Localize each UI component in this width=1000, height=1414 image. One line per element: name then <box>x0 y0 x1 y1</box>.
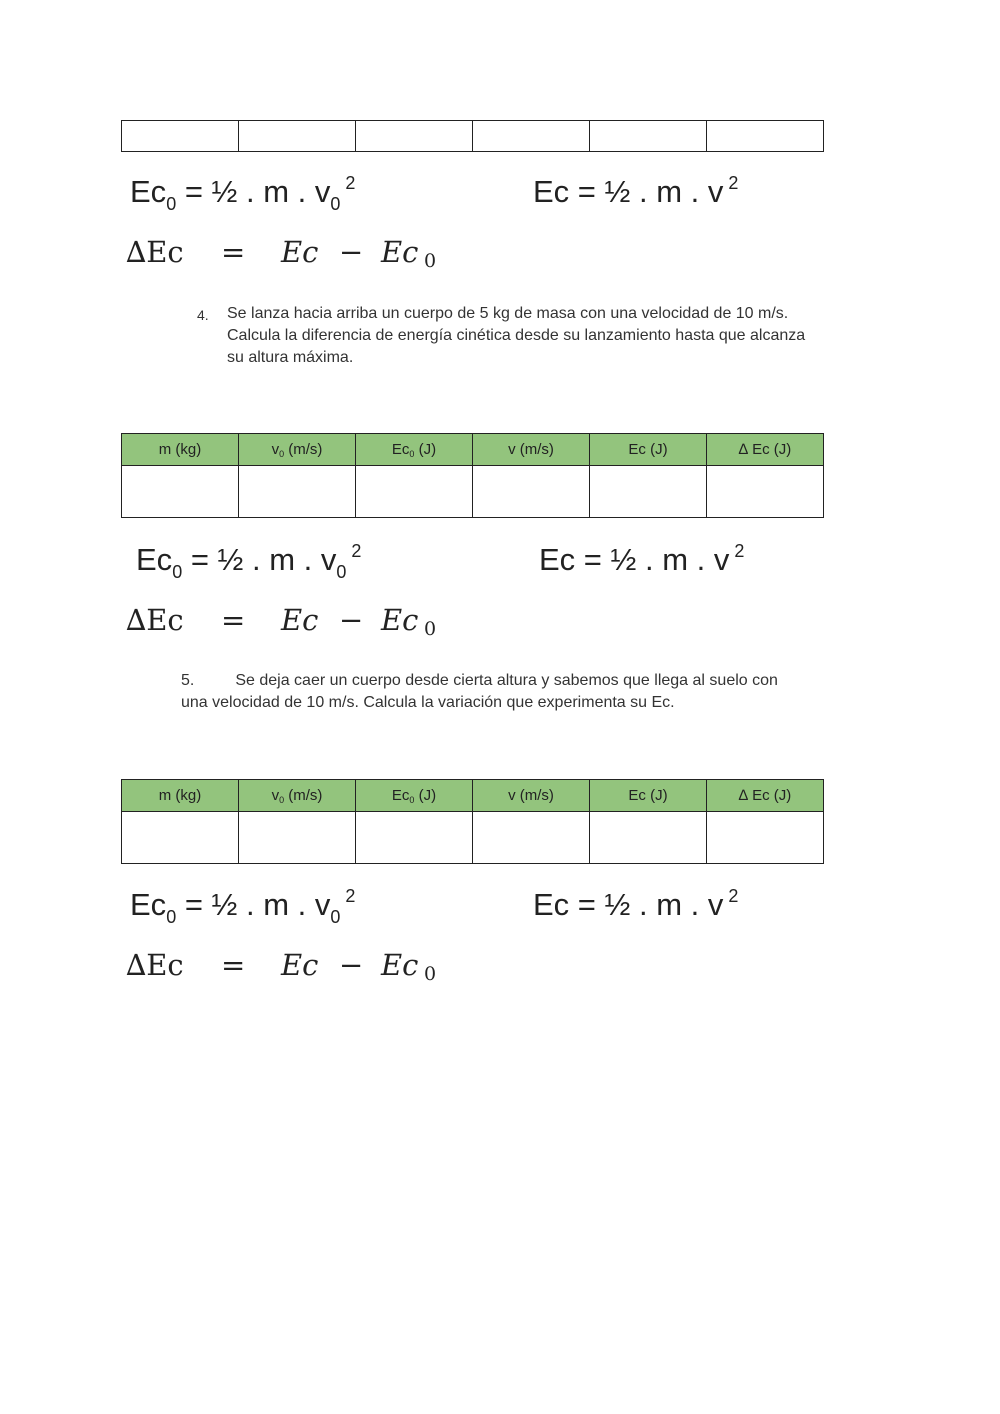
answer-cell[interactable] <box>707 812 824 864</box>
answer-cell[interactable] <box>122 466 239 518</box>
col-ec: Ec (J) <box>590 434 707 466</box>
col-delta-ec: ∆ Ec (J) <box>707 434 824 466</box>
answer-cell[interactable] <box>356 466 473 518</box>
answer-table-top <box>121 120 824 152</box>
col-v0: $v_0$ (m/s) <box>239 434 356 466</box>
col-mass: m (kg) <box>122 434 239 466</box>
formula-ec: Ec = ½ . m . v $^2$ <box>533 886 739 922</box>
formula-ec: Ec = ½ . m . v $^2$ <box>539 541 745 577</box>
answer-cell[interactable] <box>590 466 707 518</box>
data-table-5 <box>121 779 824 864</box>
col-v: v (m/s) <box>473 434 590 466</box>
answer-cell[interactable] <box>707 121 824 152</box>
answer-cell[interactable] <box>707 466 824 518</box>
answer-cell[interactable] <box>590 812 707 864</box>
col-delta-ec: ∆ Ec (J) <box>707 780 824 812</box>
formula-ec0: $Ec_0$ = ½ . m . $v_0$ $^2$ <box>130 886 356 927</box>
answer-cell[interactable] <box>122 121 239 152</box>
answer-cell[interactable] <box>239 466 356 518</box>
answer-cell[interactable] <box>473 812 590 864</box>
col-v: v (m/s) <box>473 780 590 812</box>
formula-ec: Ec = ½ . m . v $^2$ <box>533 173 739 209</box>
answer-cell[interactable] <box>473 121 590 152</box>
answer-cell[interactable] <box>473 466 590 518</box>
col-ec0: $Ec_0$ (J) <box>356 780 473 812</box>
col-mass: m (kg) <box>122 780 239 812</box>
col-ec0: $Ec_0$ (J) <box>356 434 473 466</box>
answer-cell[interactable] <box>122 812 239 864</box>
answer-cell[interactable] <box>590 121 707 152</box>
answer-cell[interactable] <box>239 121 356 152</box>
answer-cell[interactable] <box>356 812 473 864</box>
answer-cell[interactable] <box>239 812 356 864</box>
data-table-4 <box>121 433 824 518</box>
problem-5: 5. Se deja caer un cuerpo desde cierta altura y sabemos que llega al suelo con una velocidad de 10 m/s. Calcula la variación que experimenta su Ec. <box>181 672 778 711</box>
col-v0: $v_0$ (m/s) <box>239 780 356 812</box>
formula-ec0: $Ec_0$ = ½ . m . $v_0$ $^2$ <box>136 541 362 582</box>
answer-cell[interactable] <box>356 121 473 152</box>
formula-ec0: $Ec_0$ = ½ . m . $v_0$ $^2$ <box>130 173 356 214</box>
col-ec: Ec (J) <box>590 780 707 812</box>
problem-4: 4. Se lanza hacia arriba un cuerpo de 5 kg de masa con una velocidad de 10 m/s. Calcula la diferencia de energía cinética desde su lanzamiento hasta que alcanza su altura máxima. <box>197 305 806 366</box>
